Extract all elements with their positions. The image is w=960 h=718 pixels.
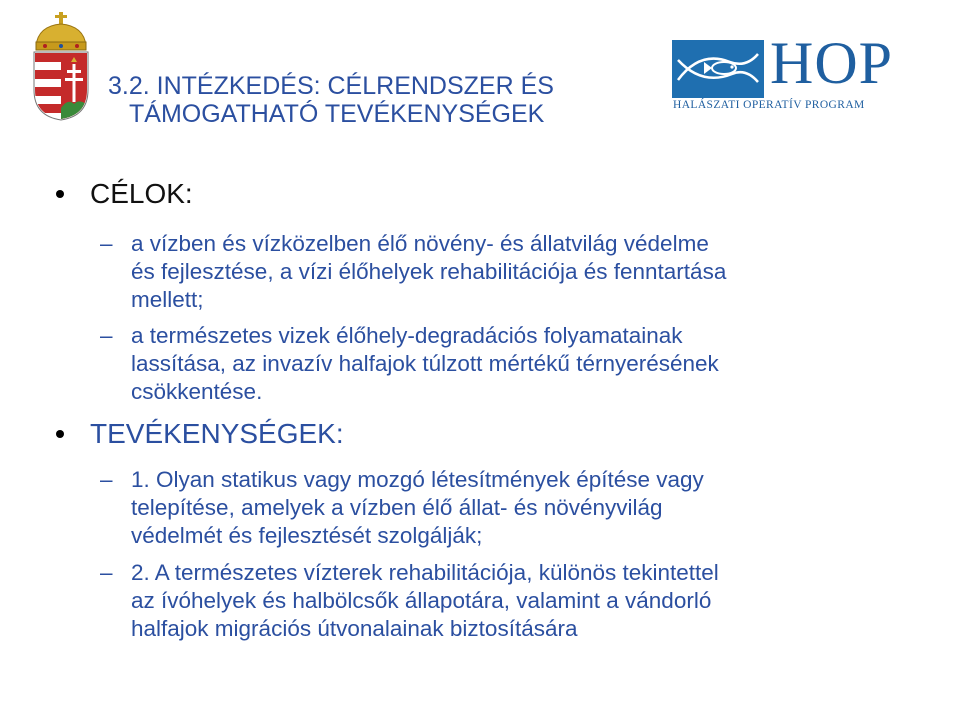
list-item-text <box>131 559 901 643</box>
text-line: telepítése, amelyek a vízben élő állat- és növényvilág <box>131 495 663 520</box>
dash-marker: – <box>100 467 113 492</box>
logo-wordmark: HOP <box>770 30 894 96</box>
list-item-text <box>131 322 901 406</box>
dash-marker: – <box>100 323 113 348</box>
section-heading-label: TEVÉKENYSÉGEK: <box>90 418 344 449</box>
slide-title <box>108 72 628 128</box>
text-line: 2. A természetes vízterek rehabilitációja, különös tekintettel <box>131 560 719 585</box>
logo-subtitle: HALÁSZATI OPERATÍV PROGRAM <box>673 99 865 111</box>
title-line-1: 3.2. INTÉZKEDÉS: CÉLRENDSZER ÉS <box>108 72 554 100</box>
coat-of-arms-icon <box>28 12 94 122</box>
text-line: és fejlesztése, a vízi élőhelyek rehabilitációja és fenntartása <box>131 259 727 284</box>
list-item-text <box>131 466 901 550</box>
list-item-text <box>131 230 901 314</box>
hop-logo <box>630 22 942 118</box>
text-line: az ívóhelyek és halbölcsők állapotára, valamint a vándorló <box>131 588 712 613</box>
text-line: a vízben és vízközelben élő növény- és állatvilág védelme <box>131 231 709 256</box>
bullet-dot <box>56 430 64 438</box>
section-heading-label: CÉLOK: <box>90 178 193 209</box>
text-line: védelmét és fejlesztését szolgálják; <box>131 523 483 548</box>
text-line: a természetes vizek élőhely-degradációs folyamatainak <box>131 323 683 348</box>
bullet-dot <box>56 190 64 198</box>
fish-emblem-icon <box>672 40 764 98</box>
dash-marker: – <box>100 231 113 256</box>
text-line: halfajok migrációs útvonalainak biztosítására <box>131 616 578 641</box>
title-line-2: TÁMOGATHATÓ TEVÉKENYSÉGEK <box>129 100 545 128</box>
text-line: 1. Olyan statikus vagy mozgó létesítmények építése vagy <box>131 467 704 492</box>
text-line: lassítása, az invazív halfajok túlzott mértékű térnyerésének <box>131 351 719 376</box>
text-line: mellett; <box>131 287 204 312</box>
dash-marker: – <box>100 560 113 585</box>
text-line: csökkentése. <box>131 379 263 404</box>
